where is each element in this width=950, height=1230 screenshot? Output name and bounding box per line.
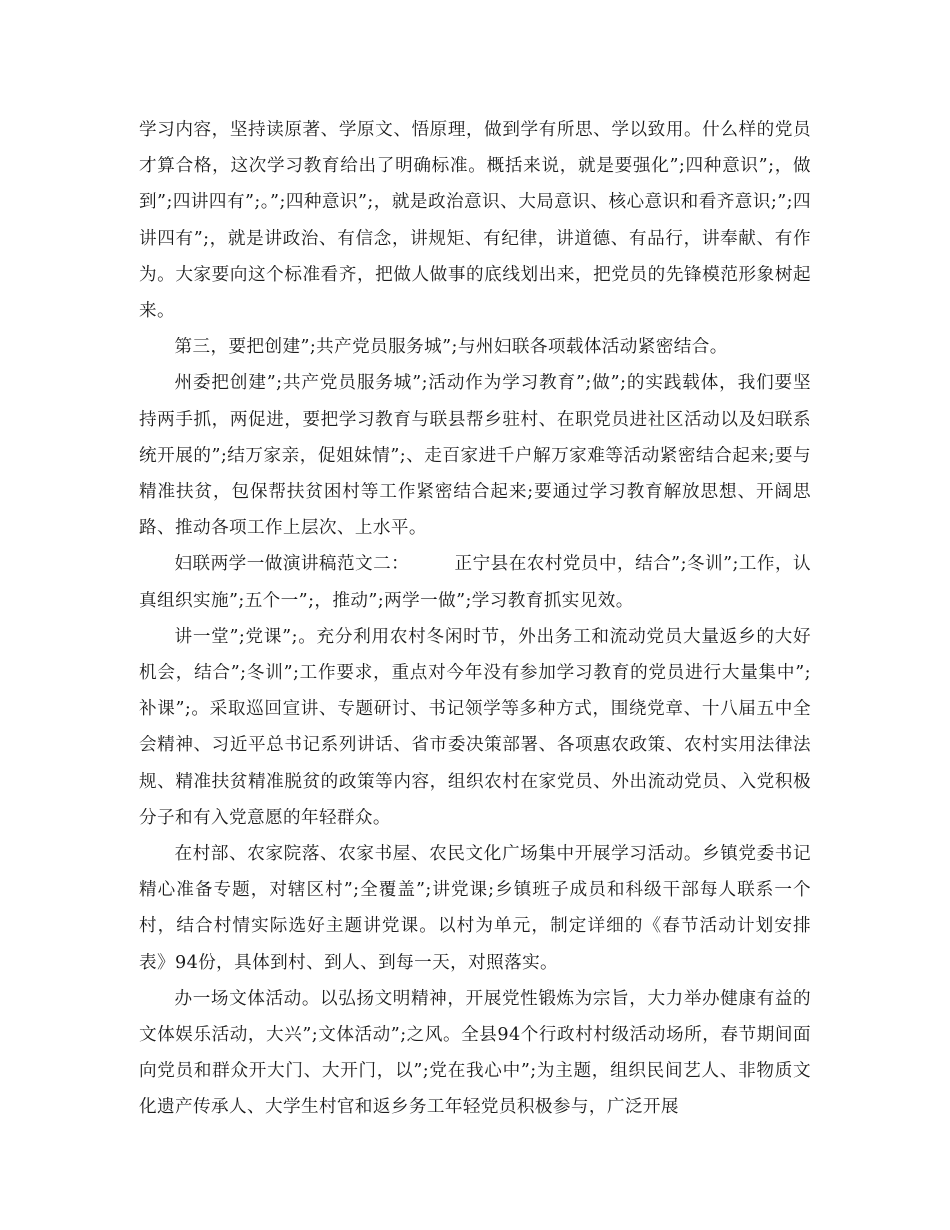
paragraph-2: 第三，要把创建”;共产党员服务城”;与州妇联各项载体活动紧密结合。 [174,337,728,358]
paragraph-6: 在村部、农家院落、农家书屋、农民文化广场集中开展学习活动。乡镇党委书记精心准备专题，对辖区村”;全覆盖”;讲党课;乡镇班子成员和科级干部每人联系一个村，结合村情实际选好主题讲党课。以村为单元，制定详细的《春节活动计划安排表》94份，具体到村、到人、到每一天，对照落实。 [139,844,811,973]
document-body [139,112,811,1126]
paragraph-4: 妇联两学一做演讲稿范文二： 正宁县在农村党员中，结合”;冬训”;工作，认真组织实施”;五个一”;，推动”;两学一做”;学习教育抓实见效。 [139,554,811,611]
paragraph-1: 学习内容，坚持读原著、学原文、悟原理，做到学有所思、学以致用。什么样的党员才算合格，这次学习教育给出了明确标准。概括来说，就是要强化”;四种意识”;，做到”;四讲四有”;。”;四种意识”;，就是政治意识、大局意识、核心意识和看齐意识;”;四讲四有”;，就是讲政治、有信念，讲规矩、有纪律，讲道德、有品行，讲奉献、有作为。大家要向这个标准看齐，把做人做事的底线划出来，把党员的先锋模范形象树起来。 [139,120,811,322]
paragraph-3: 州委把创建”;共产党员服务城”;活动作为学习教育”;做”;的实践载体，我们要坚持两手抓，两促进，要把学习教育与联县帮乡驻村、在职党员进社区活动以及妇联系统开展的”;结万家亲，促姐妹情”;、走百家进千户解万家难等活动紧密结合起来;要与精准扶贫，包保帮扶贫困村等工作紧密结合起来;要通过学习教育解放思想、开阔思路、推动各项工作上层次、上水平。 [139,373,811,539]
paragraph-7: 办一场文体活动。以弘扬文明精神，开展党性锻炼为宗旨，大力举办健康有益的文体娱乐活动，大兴”;文体活动”;之风。全县94个行政村村级活动场所，春节期间面向党员和群众开大门、大开门，以”;党在我心中”;为主题，组织民间艺人、非物质文化遗产传承人、大学生村官和返乡务工年轻党员积极参与，广泛开展 [139,988,811,1118]
paragraph-5: 讲一堂”;党课”;。充分利用农村冬闲时节，外出务工和流动党员大量返乡的大好机会，结合”;冬训”;工作要求，重点对今年没有参加学习教育的党员进行大量集中”;补课”;。采取巡回宣讲、专题研讨、书记领学等多种方式，围绕党章、十八届五中全会精神、习近平总书记系列讲话、省市委决策部署、各项惠农政策、农村实用法律法规、精准扶贫精准脱贫的政策等内容，组织农村在家党员、外出流动党员、入党积极分子和有入党意愿的年轻群众。 [139,626,811,828]
